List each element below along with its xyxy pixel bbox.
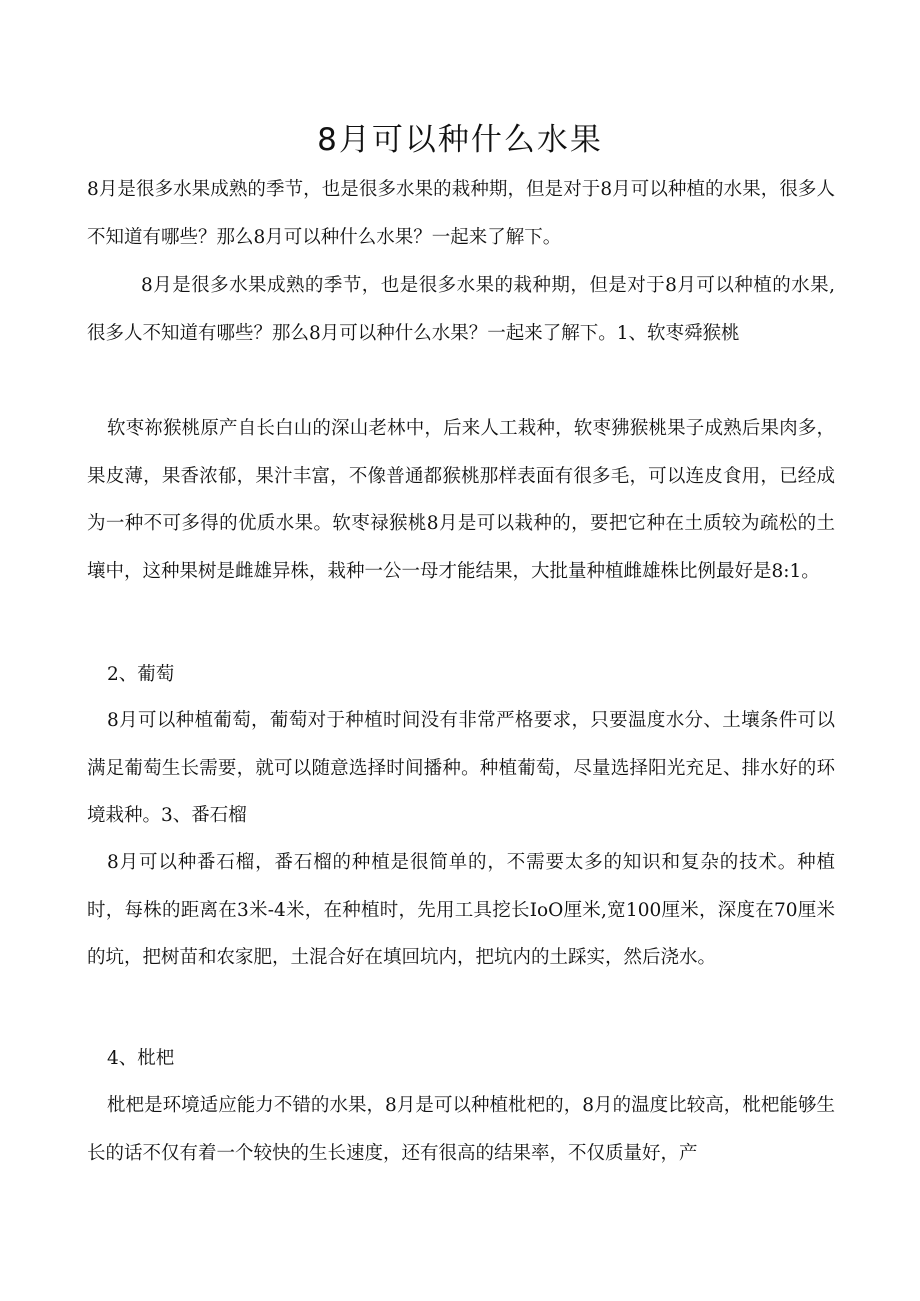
section-heading-grape: 2、葡萄 (107, 664, 175, 685)
body-paragraph-loquat: 枇杷是环境适应能力不错的水果，8月是可以种植枇杷的，8月的温度比较高，枇杷能够生长的话不仅有着一个较快的生长速度，还有很高的结果率，不仅质量好，产 (87, 1095, 835, 1164)
body-paragraph-intro-repeat: 8月是很多水果成熟的季节，也是很多水果的栽种期，但是对于8月可以种植的水果,很多人不知道有哪些？那么8月可以种什么水果？一起来了解下。1、软枣舜猴桃 (87, 275, 835, 344)
body-paragraph-guava: 8月可以种番石榴，番石榴的种植是很简单的，不需要太多的知识和复杂的技术。种植时，每株的距离在3米-4米，在种植时，先用工具挖长IoO厘米,宽100厘米，深度在70厘米的坑，把树苗和农家肥，土混合好在填回坑内，把坑内的土踩实，然后浇水。 (87, 852, 835, 968)
body-paragraph-kiwi: 软枣祢猴桃原产自长白山的深山老林中，后来人工栽种，软枣狒猴桃果子成熟后果肉多，果皮薄，果香浓郁，果汁丰富，不像普通都猴桃那样表面有很多毛，可以连皮食用，已经成为一种不可多得的优质水果。软枣禄猴桃8月是可以栽种的，要把它种在土质较为疏松的土壤中，这种果树是雌雄异株，栽种一公一母才能结果，大批量种植雌雄株比例最好是8:1。 (87, 418, 835, 582)
document-title: 8月可以种什么水果 (317, 122, 603, 158)
body-paragraph-grape: 8月可以种植葡萄，葡萄对于种植时间没有非常严格要求，只要温度水分、土壤条件可以满足葡萄生长需要，就可以随意选择时间播种。种植葡萄，尽量选择阳光充足、排水好的环境栽种。3、番石榴 (87, 710, 835, 826)
section-heading-loquat: 4、枇杷 (107, 1048, 175, 1069)
intro-paragraph: 8月是很多水果成熟的季节，也是很多水果的栽种期，但是对于8月可以种植的水果，很多人不知道有哪些？那么8月可以种什么水果？一起来了解下。 (87, 179, 835, 248)
